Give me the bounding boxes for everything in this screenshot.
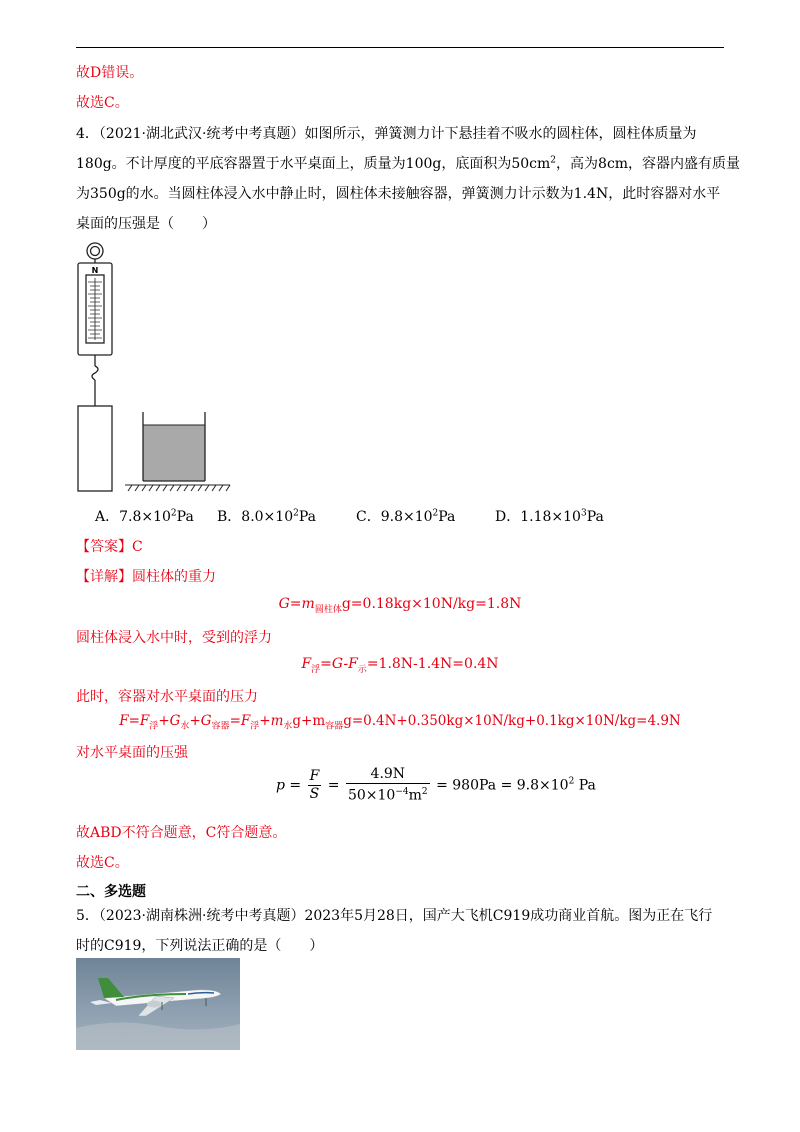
- final-answer-line: 故选C。: [76, 855, 129, 871]
- equation-pressure: p = $\frac{F}{S}$ = $\frac{4.9N}{50\times 10^{-4}m^2}$ = $980Pa = 9.8\times 10^2$ Pa: [276, 766, 596, 804]
- q4-stem-line-4: 桌面的压强是（ ）: [76, 216, 216, 232]
- line-pressure: 对水平桌面的压强: [76, 745, 188, 761]
- section-title: 二、多选题: [76, 884, 146, 900]
- line-buoyancy: 圆柱体浸入水中时，受到的浮力: [76, 630, 272, 646]
- cylinder: [78, 406, 112, 491]
- detail-label: 【详解】: [76, 569, 132, 585]
- q4-number: 4．: [76, 126, 99, 142]
- option-d[interactable]: D．$1.18\times 10^3Pa$: [495, 508, 604, 525]
- scale-unit-mark: N: [91, 266, 99, 275]
- option-a[interactable]: A．$7.8\times 10^2Pa$: [95, 508, 194, 525]
- prev-line-2: 故选C。: [76, 95, 129, 111]
- q5-stem-line-2: 时的C919，下列说法正确的是（ ）: [76, 938, 324, 954]
- q5-source: （2023·湖南株洲·统考中考真题）: [98, 908, 305, 924]
- option-b[interactable]: B．$8.0\times 10^2Pa$: [217, 508, 316, 525]
- answer-line: [76, 536, 143, 556]
- q4-figure: [70, 238, 240, 498]
- container: [143, 412, 205, 481]
- q5-number: 5．: [76, 908, 99, 924]
- c919-airplane-photo: [76, 958, 240, 1050]
- conclusion-line: 故ABD不符合题意，C符合题意。: [76, 825, 287, 841]
- option-c[interactable]: C．$9.8\times 10^2Pa$: [356, 508, 456, 525]
- line-pressure-force: 此时，容器对水平桌面的压力: [76, 689, 258, 705]
- q4-stem-line-2: 180g。不计厚度的平底容器置于水平桌面上，质量为100g，底面积为$50cm^2$，高为8cm，容器内盛有质量: [76, 155, 741, 172]
- q4-stem-line-1: 4．（2021·湖北武汉·统考中考真题）如图所示，弹簧测力计下悬挂着不吸水的圆柱体，圆柱体质量为: [76, 126, 697, 142]
- prev-line-1: 故D错误。: [76, 65, 144, 81]
- answer-label: 【答案】: [76, 539, 132, 555]
- header-rule: [76, 47, 724, 48]
- q4-stem-line-3: 为350g的水。当圆柱体浸入水中静止时，圆柱体未接触容器，弹簧测力计示数为1.4N，此时容器对水平: [76, 186, 721, 202]
- detail-line: 【详解】圆柱体的重力: [76, 569, 216, 585]
- equation-gravity: $G=m_{圆柱体}g=0.18kg\times 10N/kg=1.8N$: [278, 596, 522, 615]
- q5-stem-line-1: 5．（2023·湖南株洲·统考中考真题）2023年5月28日，国产大飞机C919成功商业首航。图为正在飞行: [76, 908, 713, 924]
- equation-force: $F=F_浮+G_水+G_{容器}=F_浮+m_水g+m_{容器}g=0.4N+0.350kg\times 10N/kg+0.1kg\times 10N/kg=4.9N$: [119, 713, 681, 732]
- q4-source: （2021·湖北武汉·统考中考真题）: [98, 126, 305, 142]
- equation-buoyancy: $F_浮=G-F_示=1.8N-1.4N=0.4N$: [301, 656, 499, 675]
- answer-value: C: [132, 539, 143, 555]
- table-surface: [125, 485, 230, 491]
